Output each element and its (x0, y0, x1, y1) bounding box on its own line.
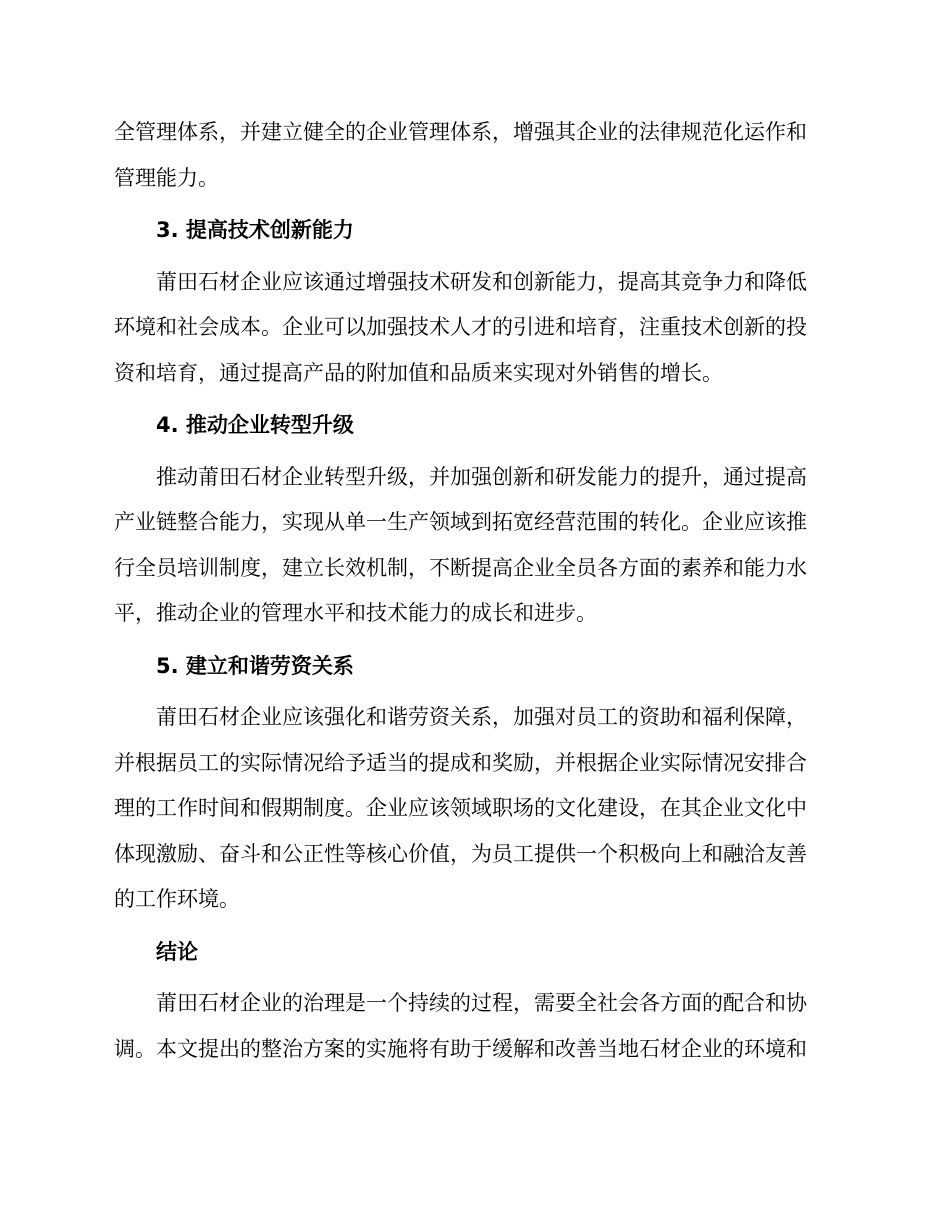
text-line: 的工作环境。 (114, 887, 240, 911)
paragraph-conclusion (114, 981, 830, 1072)
text-line: 环境和社会成本。企业可以加强技术人才的引进和培育，注重技术创新的投 (114, 315, 807, 339)
text-line: 推动莆田石材企业转型升级，并加强创新和研发能力的提升，通过提高 (156, 464, 807, 489)
document-page (114, 110, 830, 1072)
text-line: 调。本文提出的整治方案的实施将有助于缓解和改善当地石材企业的环境和 (114, 1036, 807, 1061)
text-line: 并根据员工的实际情况给予适当的提成和奖励，并根据企业实际情况安排合 (114, 750, 807, 775)
section-heading-tech-innovation: 3. 提高技术创新能力 (156, 218, 354, 242)
paragraph-management-continued (114, 110, 830, 201)
section-heading-transformation: 4. 推动企业转型升级 (156, 413, 354, 437)
text-line: 全管理体系，并建立健全的企业管理体系，增强其企业的法律规范化运作和 (114, 120, 807, 144)
text-line: 体现激励、奋斗和公正性等核心价值，为员工提供一个积极向上和融洽友善 (114, 841, 807, 866)
paragraph-labor-relations (114, 695, 830, 923)
text-line: 管理能力。 (114, 165, 219, 190)
text-line: 产业链整合能力，实现从单一生产领域到拓宽经营范围的转化。企业应该推 (114, 510, 807, 534)
text-line: 莆田石材企业应该强化和谐劳资关系，加强对员工的资助和福利保障， (156, 705, 807, 729)
text-line: 莆田石材企业应该通过增强技术研发和创新能力，提高其竞争力和降低 (156, 269, 807, 294)
paragraph-tech-innovation (114, 260, 830, 397)
paragraph-transformation (114, 455, 830, 637)
section-heading-labor-relations: 5. 建立和谐劳资关系 (156, 653, 354, 678)
text-line: 平，推动企业的管理水平和技术能力的成长和进步。 (114, 601, 597, 625)
section-heading-conclusion: 结论 (156, 939, 198, 964)
text-line: 资和培育，通过提高产品的附加值和品质来实现对外销售的增长。 (114, 360, 723, 385)
text-line: 莆田石材企业的治理是一个持续的过程，需要全社会各方面的配合和协 (156, 991, 807, 1015)
text-line: 理的工作时间和假期制度。企业应该领域职场的文化建设，在其企业文化中 (114, 796, 807, 820)
text-line: 行全员培训制度，建立长效机制，不断提高企业全员各方面的素养和能力水 (114, 555, 807, 580)
